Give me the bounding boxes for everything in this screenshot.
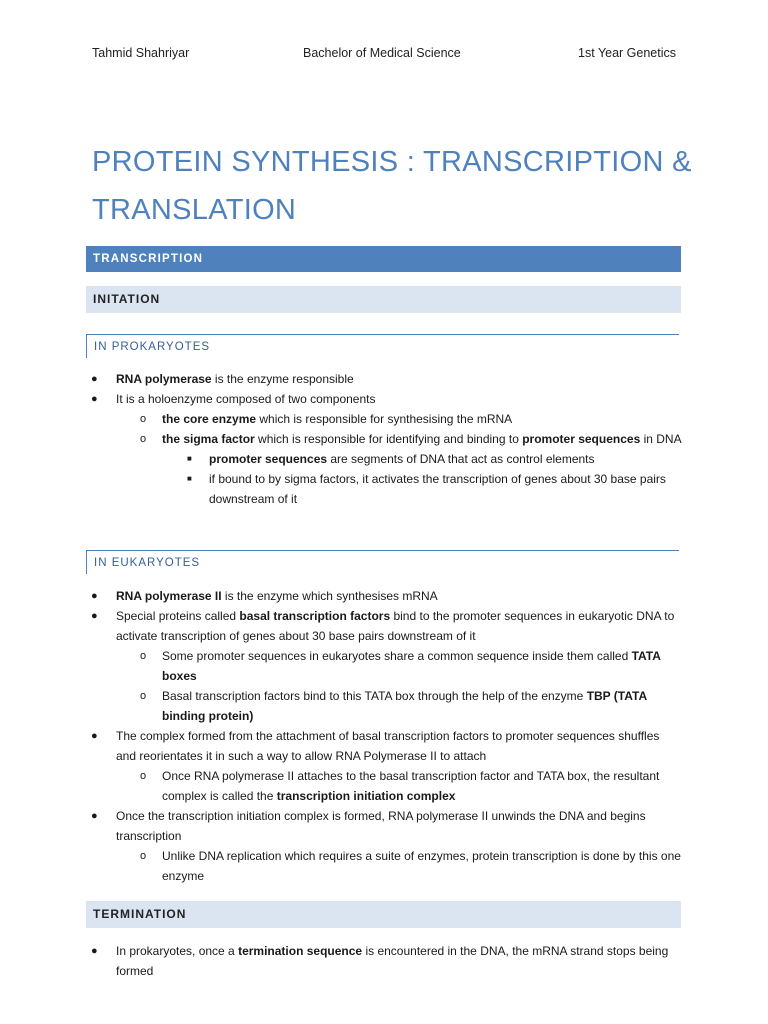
list-item: ● Special proteins called basal transcription factors bind to the promoter sequences in eukaryotic DNA to activate transcription of genes about 30 base pairs downstream of it	[0, 606, 768, 646]
list-item: ● The complex formed from the attachment of basal transcription factors to promoter sequences shuffles and reorientates it in such a way to allow RNA Polymerase II to attach	[0, 726, 768, 766]
list-item: ● It is a holoenzyme composed of two components	[0, 389, 768, 409]
list-item: o Once RNA polymerase II attaches to the basal transcription factor and TATA box, the resultant complex is called the transcription initiation complex	[0, 766, 768, 806]
list-item: ● Once the transcription initiation complex is formed, RNA polymerase II unwinds the DNA and begins transcription	[0, 806, 768, 846]
bullet-icon: ●	[91, 393, 98, 405]
list-item: o the sigma factor which is responsible for identifying and binding to promoter sequences in DNA	[0, 429, 768, 449]
circle-bullet-icon: o	[140, 850, 147, 862]
section-initiation-heading: INITATION	[86, 286, 681, 313]
list-item: ● RNA polymerase is the enzyme responsible	[0, 369, 768, 389]
header-author: Tahmid Shahriyar	[92, 46, 190, 60]
list-item: ■ if bound to by sigma factors, it activates the transcription of genes about 30 base pairs downstream of it	[0, 469, 768, 509]
header-subject: 1st Year Genetics	[578, 46, 676, 60]
bullet-icon: ●	[91, 610, 98, 622]
list-item: ● In prokaryotes, once a termination sequence is encountered in the DNA, the mRNA strand stops being formed	[0, 941, 768, 981]
prokaryotes-heading: IN PROKARYOTES	[86, 334, 679, 358]
square-bullet-icon: ■	[187, 474, 192, 483]
circle-bullet-icon: o	[140, 690, 147, 702]
list-item: o Unlike DNA replication which requires a suite of enzymes, protein transcription is done by this one enzyme	[0, 846, 768, 886]
bullet-icon: ●	[91, 810, 98, 822]
document-title: PROTEIN SYNTHESIS : TRANSCRIPTION & TRANSLATION	[92, 146, 692, 226]
bullet-icon: ●	[91, 590, 98, 602]
circle-bullet-icon: o	[140, 433, 147, 445]
list-item: o Basal transcription factors bind to this TATA box through the help of the enzyme TBP (TATA binding protein)	[0, 686, 768, 726]
bullet-icon: ●	[91, 945, 98, 957]
list-item: o Some promoter sequences in eukaryotes share a common sequence inside them called TATA boxes	[0, 646, 768, 686]
eukaryotes-list	[0, 586, 768, 886]
termination-list	[0, 941, 768, 981]
list-item: ■ promoter sequences are segments of DNA that act as control elements	[0, 449, 768, 469]
bullet-icon: ●	[91, 373, 98, 385]
section-transcription-heading: TRANSCRIPTION	[86, 246, 681, 272]
prokaryotes-list	[0, 369, 768, 509]
header-course: Bachelor of Medical Science	[303, 46, 461, 60]
circle-bullet-icon: o	[140, 413, 147, 425]
circle-bullet-icon: o	[140, 650, 147, 662]
bullet-icon: ●	[91, 730, 98, 742]
section-termination-heading: TERMINATION	[86, 901, 681, 928]
square-bullet-icon: ■	[187, 454, 192, 463]
circle-bullet-icon: o	[140, 770, 147, 782]
list-item: o the core enzyme which is responsible for synthesising the mRNA	[0, 409, 768, 429]
list-item: ● RNA polymerase II is the enzyme which synthesises mRNA	[0, 586, 768, 606]
eukaryotes-heading: IN EUKARYOTES	[86, 550, 679, 574]
